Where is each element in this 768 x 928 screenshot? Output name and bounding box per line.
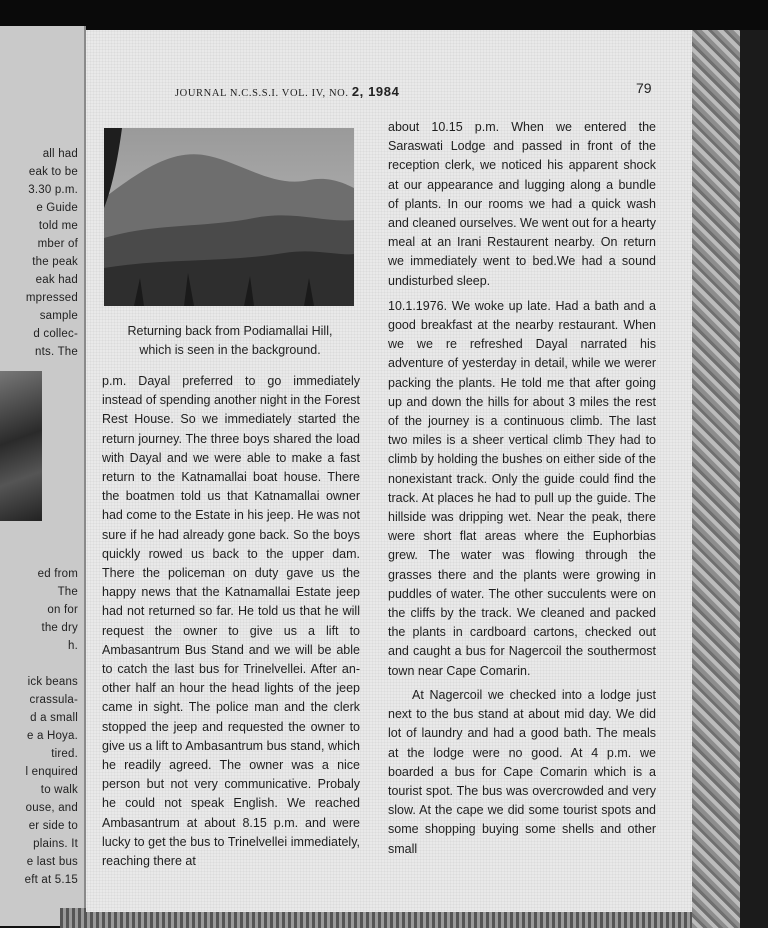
facing-page-line: er side to [28,820,78,832]
facing-page-line: The [57,586,78,598]
facing-page-line: on for [47,604,78,616]
facing-page-line: e a Hoya. [26,730,78,742]
running-header [175,84,399,99]
facing-page-line: eft at 5.15 [24,874,78,886]
caption-line-2: which is seen in the background. [139,343,321,357]
facing-page-line: e last bus [26,856,78,868]
facing-page-line: tired. [51,748,78,760]
journal-name: JOURNAL N.C.S.S.I. VOL. IV, NO. [175,88,349,99]
facing-page-line: d collec- [33,328,78,340]
paragraph-nagercoil: At Nagercoil we checked into a lodge just next to the bus stand at about mid day. We did lot of laundry and had a good bath. The meals at the lodge were no good. At 4 p.m. we boarded a bus for Cape Comarin which is a tourist spot. The bus was overcrowded and very slow. At the cape we did some tourist spots and some shopping buying some shells and other small [388,687,656,856]
facing-page-line: mber of [37,238,78,250]
text-column-left [102,372,360,871]
facing-page-line: to walk [40,784,78,796]
facing-page-line: nts. The [35,346,78,358]
paragraph-saraswati-lodge: about 10.15 p.m. When we entered the Saraswati Lodge and passed in front of the reception clerk, we noticed his apparent shock at our appearance and lugging along a bundle of plants. In our rooms we had a quick wash and cleaned ourselves. We went out for a hearty meal at an Irani Restaurent nearby. On return we immediately went to bed.We had a sound undisturbed sleep. [388,120,656,288]
caption-line-1: Returning back from Podiamallai Hill, [127,324,333,338]
facing-page-line: crassula- [29,694,78,706]
facing-page-line: plains. It [33,838,78,850]
facing-page [0,26,86,926]
facing-page-line: the dry [41,622,78,634]
paragraph-return-journey: p.m. Dayal preferred to go immediately instead of spending another night in the Forest Rest House. So we immediately started the return journey. The three boys shared the load with Dayal and we were able to make a fast return to the Katnamallai boat house. There the boatmen told us that Katnamallai owner had come to the Estate in his jeep. He was not sure if he had already gone back. So the boys quickly rowed us back to the upper dam. There the policeman on duty gave us the happy news that the Katnamallai Estate jeep had not returned so far. He told us that he will request the owner to give us a lift to Ambasantrum Bus Stand and we will be able to catch the last bus for Trinelvellei. After an-other half an hour the head lights of the jeep came in sight. The police man and the clerk stopped the jeep and requested the owner to give us a lift to Ambasantrum bus stand, which he readily agreed. The owner was a nice person but not very communicative. Probaly he could not speak English. We reached Ambasantrum at about 8.15 p.m. and were lucky to get the bus to Trinelvellei immediately, reaching there at [102,374,360,869]
facing-page-photo [0,371,42,521]
facing-page-line: ick beans [27,676,78,688]
facing-page-line: mpressed [25,292,78,304]
facing-page-line: eak had [35,274,78,286]
facing-page-line: told me [38,220,78,232]
facing-page-line: sample [39,310,78,322]
facing-page-line: h. [68,640,78,652]
facing-page-line: eak to be [28,166,78,178]
issue-number: 2, 1984 [351,84,400,99]
facing-page-line: ed from [37,568,78,580]
facing-page-line: 3.30 p.m. [28,184,78,196]
facing-page-line: e Guide [36,202,78,214]
hill-photo [104,128,354,306]
photo-caption [104,322,356,360]
facing-page-line: l enquired [25,766,78,778]
text-column-right [388,118,656,859]
facing-page-line: d a small [30,712,78,724]
facing-page-line: all had [42,148,78,160]
paragraph-10-1-1976: 10.1.1976. We woke up late. Had a bath and a good breakfast at the nearby restaurant. When we we re refreshed Dayal narrated his adventure of yesterday in detail, while we werer packing the plants. He told me that after going up and down the hills for about 3 miles the rest of the journey is a continuous climb. The last two miles is a sheer vertical climb They had to climb by holding the bushes on either side of the nonexistant track. Only the guide could find the track. At places he had to pull up the guide. The hillside was dripping wet. Near the peak, there were short flat areas where the Euphorbias grew. The water was flowing through the grasses there and the plants were growing in puddles of water. The other succulents were on the cliffs by the track. We cleaned and packed the plants in cardboard cartons, checked out and caught a bus for Nagercoil the southermost town near Cape Comarin. [388,298,656,678]
page-number: 79 [636,80,652,96]
top-shadow [0,0,768,34]
book-edge [692,30,768,928]
facing-page-line: ouse, and [25,802,78,814]
facing-page-line: the peak [32,256,78,268]
